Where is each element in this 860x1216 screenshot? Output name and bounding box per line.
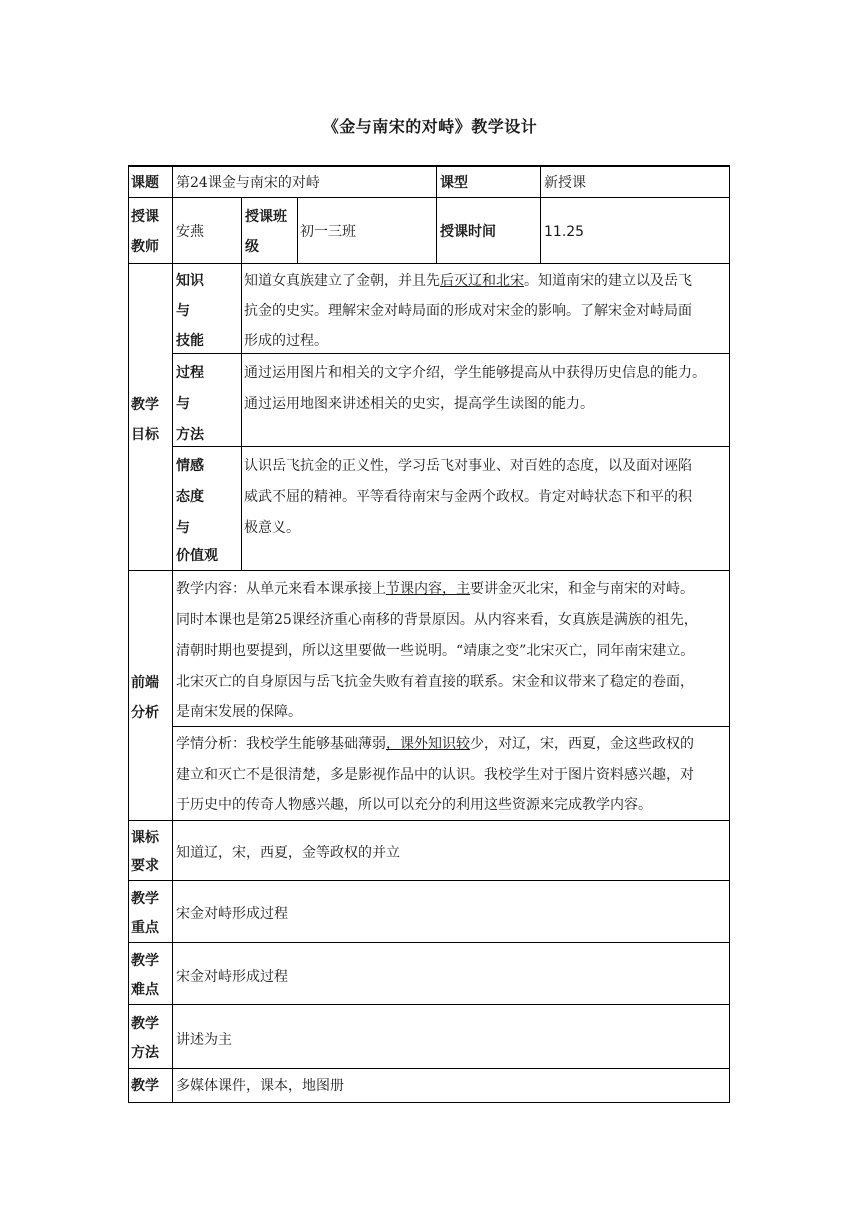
class-label-line1: 授课班 <box>245 209 287 225</box>
standard-label-line1: 课标 <box>131 830 159 846</box>
knowledge-label-line3: 技能 <box>176 333 204 349</box>
process-label-line3: 方法 <box>176 427 204 443</box>
process-text-line2: 通过运用地图来讲述相关的史实，提高学生读图的能力。 <box>244 396 594 412</box>
type-label: 课型 <box>440 175 468 191</box>
teacher-label-line1: 授课 <box>131 209 159 225</box>
document-title: 《金与南宋的对峙》教学设计 <box>322 117 538 136</box>
method-label-line2: 方法 <box>131 1045 159 1061</box>
resources-value: 多媒体课件，课本，地图册 <box>176 1078 344 1094</box>
emotion-label-line1: 情感 <box>176 458 204 474</box>
knowledge-text-line1: 知道女真族建立了金朝，并且先后灭辽和北宋。知道南宋的建立以及岳飞 <box>244 273 692 289</box>
emotion-text-line1: 认识岳飞抗金的正义性，学习岳飞对事业、对百姓的态度，以及面对诬陷 <box>244 458 692 474</box>
analysis-students-line3: 于历史中的传奇人物感兴趣，所以可以充分的利用这些资源来完成教学内容。 <box>176 797 652 813</box>
process-label-line1: 过程 <box>176 365 204 381</box>
analysis-content-line2: 同时本课也是第25课经济重心南移的背景原因。从内容来看，女真族是满族的祖先， <box>176 612 698 628</box>
knowledge-text-line2: 抗金的史实。理解宋金对峙局面的形成对宋金的影响。了解宋金对峙局面 <box>244 303 692 319</box>
method-label-line1: 教学 <box>131 1016 159 1032</box>
standard-value: 知道辽，宋，西夏，金等政权的并立 <box>176 845 400 861</box>
teacher-label-line2: 教师 <box>131 239 159 255</box>
emotion-label-line4: 价值观 <box>176 548 218 564</box>
emotion-label-line2: 态度 <box>176 489 204 505</box>
analysis-content-line5: 是南宋发展的保障。 <box>176 704 302 720</box>
topic-value: 第24课金与南宋的对峙 <box>176 175 320 191</box>
time-value: 11.25 <box>544 224 585 240</box>
emotion-label-line3: 与 <box>176 520 190 536</box>
analysis-students-line2: 建立和灭亡不是很清楚，多是影视作品中的认识。我校学生对于图片资料感兴趣，对 <box>176 767 694 783</box>
key-label-line2: 重点 <box>131 920 159 936</box>
standard-label-line2: 要求 <box>131 858 159 874</box>
analysis-content-line4: 北宋灭亡的自身原因与岳飞抗金失败有着直接的联系。宋金和议带来了稳定的卷面， <box>176 674 694 690</box>
knowledge-text-line3: 形成的过程。 <box>244 333 328 349</box>
difficulty-label-line1: 教学 <box>131 953 159 969</box>
key-value: 宋金对峙形成过程 <box>176 906 288 922</box>
time-label: 授课时间 <box>440 224 496 240</box>
knowledge-label-line2: 与 <box>176 303 190 319</box>
analysis-content-line3: 清朝时期也要提到，所以这里要做一些说明。“靖康之变”北宋灭亡，同年南宋建立。 <box>176 643 695 659</box>
key-label-line1: 教学 <box>131 891 159 907</box>
method-value: 讲述为主 <box>176 1032 232 1048</box>
objectives-label-line1: 教学 <box>131 397 159 413</box>
resources-label: 教学 <box>131 1078 159 1094</box>
analysis-label-line2: 分析 <box>131 705 159 721</box>
emotion-text-line2: 威武不屈的精神。平等看待南宋与金两个政权。肯定对峙状态下和平的积 <box>244 489 692 505</box>
process-text-line1: 通过运用图片和相关的文字介绍，学生能够提高从中获得历史信息的能力。 <box>244 365 706 381</box>
difficulty-label-line2: 难点 <box>131 982 159 998</box>
difficulty-value: 宋金对峙形成过程 <box>176 969 288 985</box>
knowledge-label-line1: 知识 <box>176 273 204 289</box>
class-value: 初一三班 <box>300 224 356 240</box>
type-value: 新授课 <box>544 175 586 191</box>
process-label-line2: 与 <box>176 396 190 412</box>
class-label-line2: 级 <box>245 239 259 255</box>
topic-label: 课题 <box>131 175 159 191</box>
analysis-label-line1: 前端 <box>131 675 159 691</box>
teacher-value: 安燕 <box>176 224 204 240</box>
emotion-text-line3: 极意义。 <box>244 520 300 536</box>
analysis-students-line1: 学情分析：我校学生能够基础薄弱，课外知识较少，对辽，宋，西夏，金这些政权的 <box>176 736 694 752</box>
objectives-label-line2: 目标 <box>131 427 159 443</box>
analysis-content-line1: 教学内容：从单元来看本课承接上节课内容，主要讲金灭北宋，和金与南宋的对峙。 <box>176 581 694 597</box>
